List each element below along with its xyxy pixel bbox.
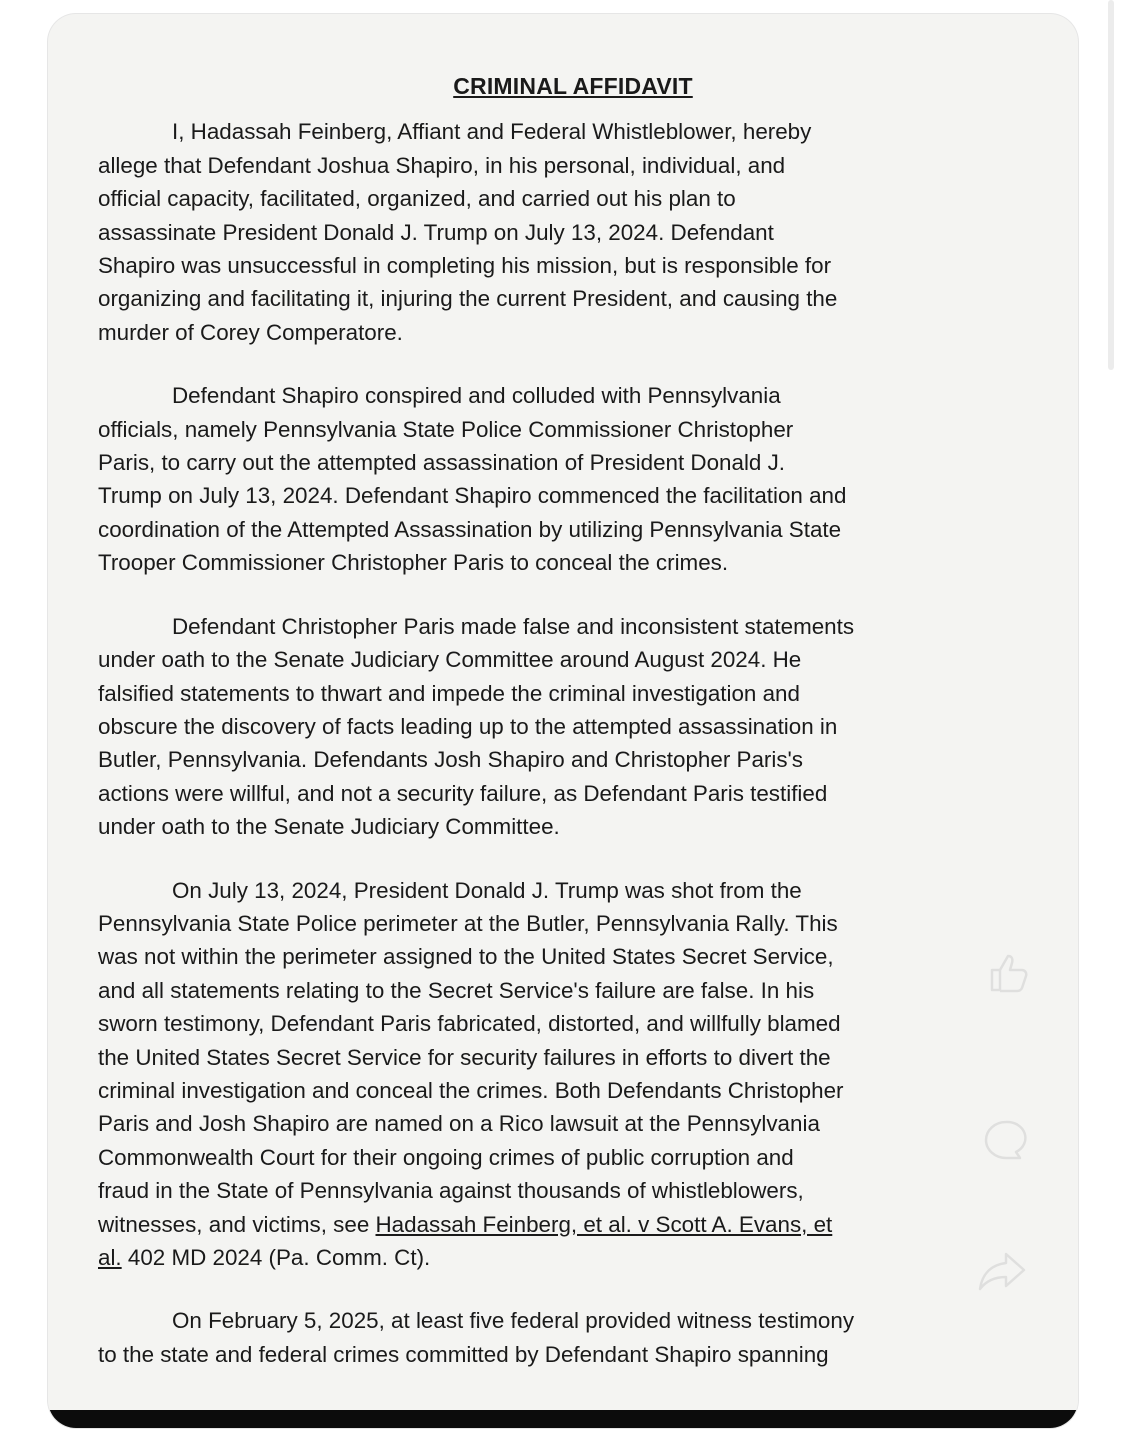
text-line: officials, namely Pennsylvania State Police Commissioner Christopher [98, 416, 794, 442]
text-line: Butler, Pennsylvania. Defendants Josh Shapiro and Christopher Paris's [98, 747, 803, 773]
text-line: to the state and federal crimes committed by Defendant Shapiro spanning [98, 1341, 829, 1367]
affidavit-document [98, 70, 1048, 1401]
text-line: Trump on July 13, 2024. Defendant Shapiro commenced the facilitation and [98, 483, 847, 509]
citation-suffix: 402 MD 2024 (Pa. Comm. Ct). [121, 1245, 431, 1270]
paragraph-2 [98, 379, 1048, 579]
text-line: fraud in the State of Pennsylvania against thousands of whistleblowers, [98, 1178, 804, 1204]
text-line: Paris and Josh Shapiro are named on a Rico lawsuit at the Pennsylvania [98, 1111, 820, 1137]
text-line: Pennsylvania State Police perimeter at the Butler, Pennsylvania Rally. This [98, 910, 838, 936]
text-line: and all statements relating to the Secret Service's failure are false. In his [98, 977, 815, 1003]
text-line: On July 13, 2024, President Donald J. Trump was shot from the [172, 877, 802, 903]
thumbs-up-icon[interactable] [978, 944, 1034, 1000]
bottom-fade [48, 1370, 1078, 1410]
case-citation-cont: al. [98, 1245, 122, 1270]
text-line: under oath to the Senate Judiciary Committee. [98, 814, 560, 840]
text-line: Defendant Christopher Paris made false and inconsistent statements [172, 613, 855, 639]
case-citation: Hadassah Feinberg, et al. v Scott A. Evans, et [375, 1211, 833, 1237]
text-line: coordination of the Attempted Assassination by utilizing Pennsylvania State [98, 516, 842, 542]
paragraph-5 [98, 1304, 1048, 1371]
text-line: sworn testimony, Defendant Paris fabricated, distorted, and willfully blamed [98, 1011, 841, 1037]
text-line: falsified statements to thwart and impede the criminal investigation and [98, 680, 800, 706]
text-line: criminal investigation and conceal the crimes. Both Defendants Christopher [98, 1077, 844, 1103]
paragraph-1 [98, 115, 1048, 349]
text-line: On February 5, 2025, at least five federal provided witness testimony [172, 1308, 855, 1334]
text-line: was not within the perimeter assigned to the United States Secret Service, [98, 944, 834, 970]
text-line: Paris, to carry out the attempted assassination of President Donald J. [98, 450, 786, 476]
paragraph-4 [98, 874, 1048, 1275]
scrollbar[interactable] [1108, 0, 1114, 370]
citation-line-2 [98, 1241, 1048, 1274]
text-line: I, Hadassah Feinberg, Affiant and Federal Whistleblower, hereby [172, 119, 812, 145]
text-line: Defendant Shapiro conspired and colluded with Pennsylvania [172, 383, 781, 409]
text-line: actions were willful, and not a security failure, as Defendant Paris testified [98, 780, 828, 806]
text-line: official capacity, facilitated, organized, and carried out his plan to [98, 186, 736, 212]
text-line: murder of Corey Comperatore. [98, 319, 403, 345]
text-line: obscure the discovery of facts leading up to the attempted assassination in [98, 713, 838, 739]
share-icon[interactable] [976, 1242, 1032, 1298]
citation-prefix: witnesses, and victims, see [98, 1211, 376, 1237]
text-line: allege that Defendant Joshua Shapiro, in his personal, individual, and [98, 152, 786, 178]
text-line: Commonwealth Court for their ongoing crimes of public corruption and [98, 1144, 794, 1170]
citation-line [98, 1208, 1048, 1241]
comment-icon[interactable] [978, 1114, 1034, 1170]
text-line: under oath to the Senate Judiciary Committee around August 2024. He [98, 647, 802, 673]
text-line: organizing and facilitating it, injuring the current President, and causing the [98, 286, 838, 312]
paragraph-3 [98, 610, 1048, 844]
document-image-frame [48, 14, 1078, 1428]
text-line: assassinate President Donald J. Trump on July 13, 2024. Defendant [98, 219, 774, 245]
text-line: Shapiro was unsuccessful in completing his mission, but is responsible for [98, 253, 832, 279]
document-title: CRIMINAL AFFIDAVIT [453, 73, 693, 99]
text-line: the United States Secret Service for security failures in efforts to divert the [98, 1044, 831, 1070]
text-line: Trooper Commissioner Christopher Paris to conceal the crimes. [98, 550, 729, 576]
